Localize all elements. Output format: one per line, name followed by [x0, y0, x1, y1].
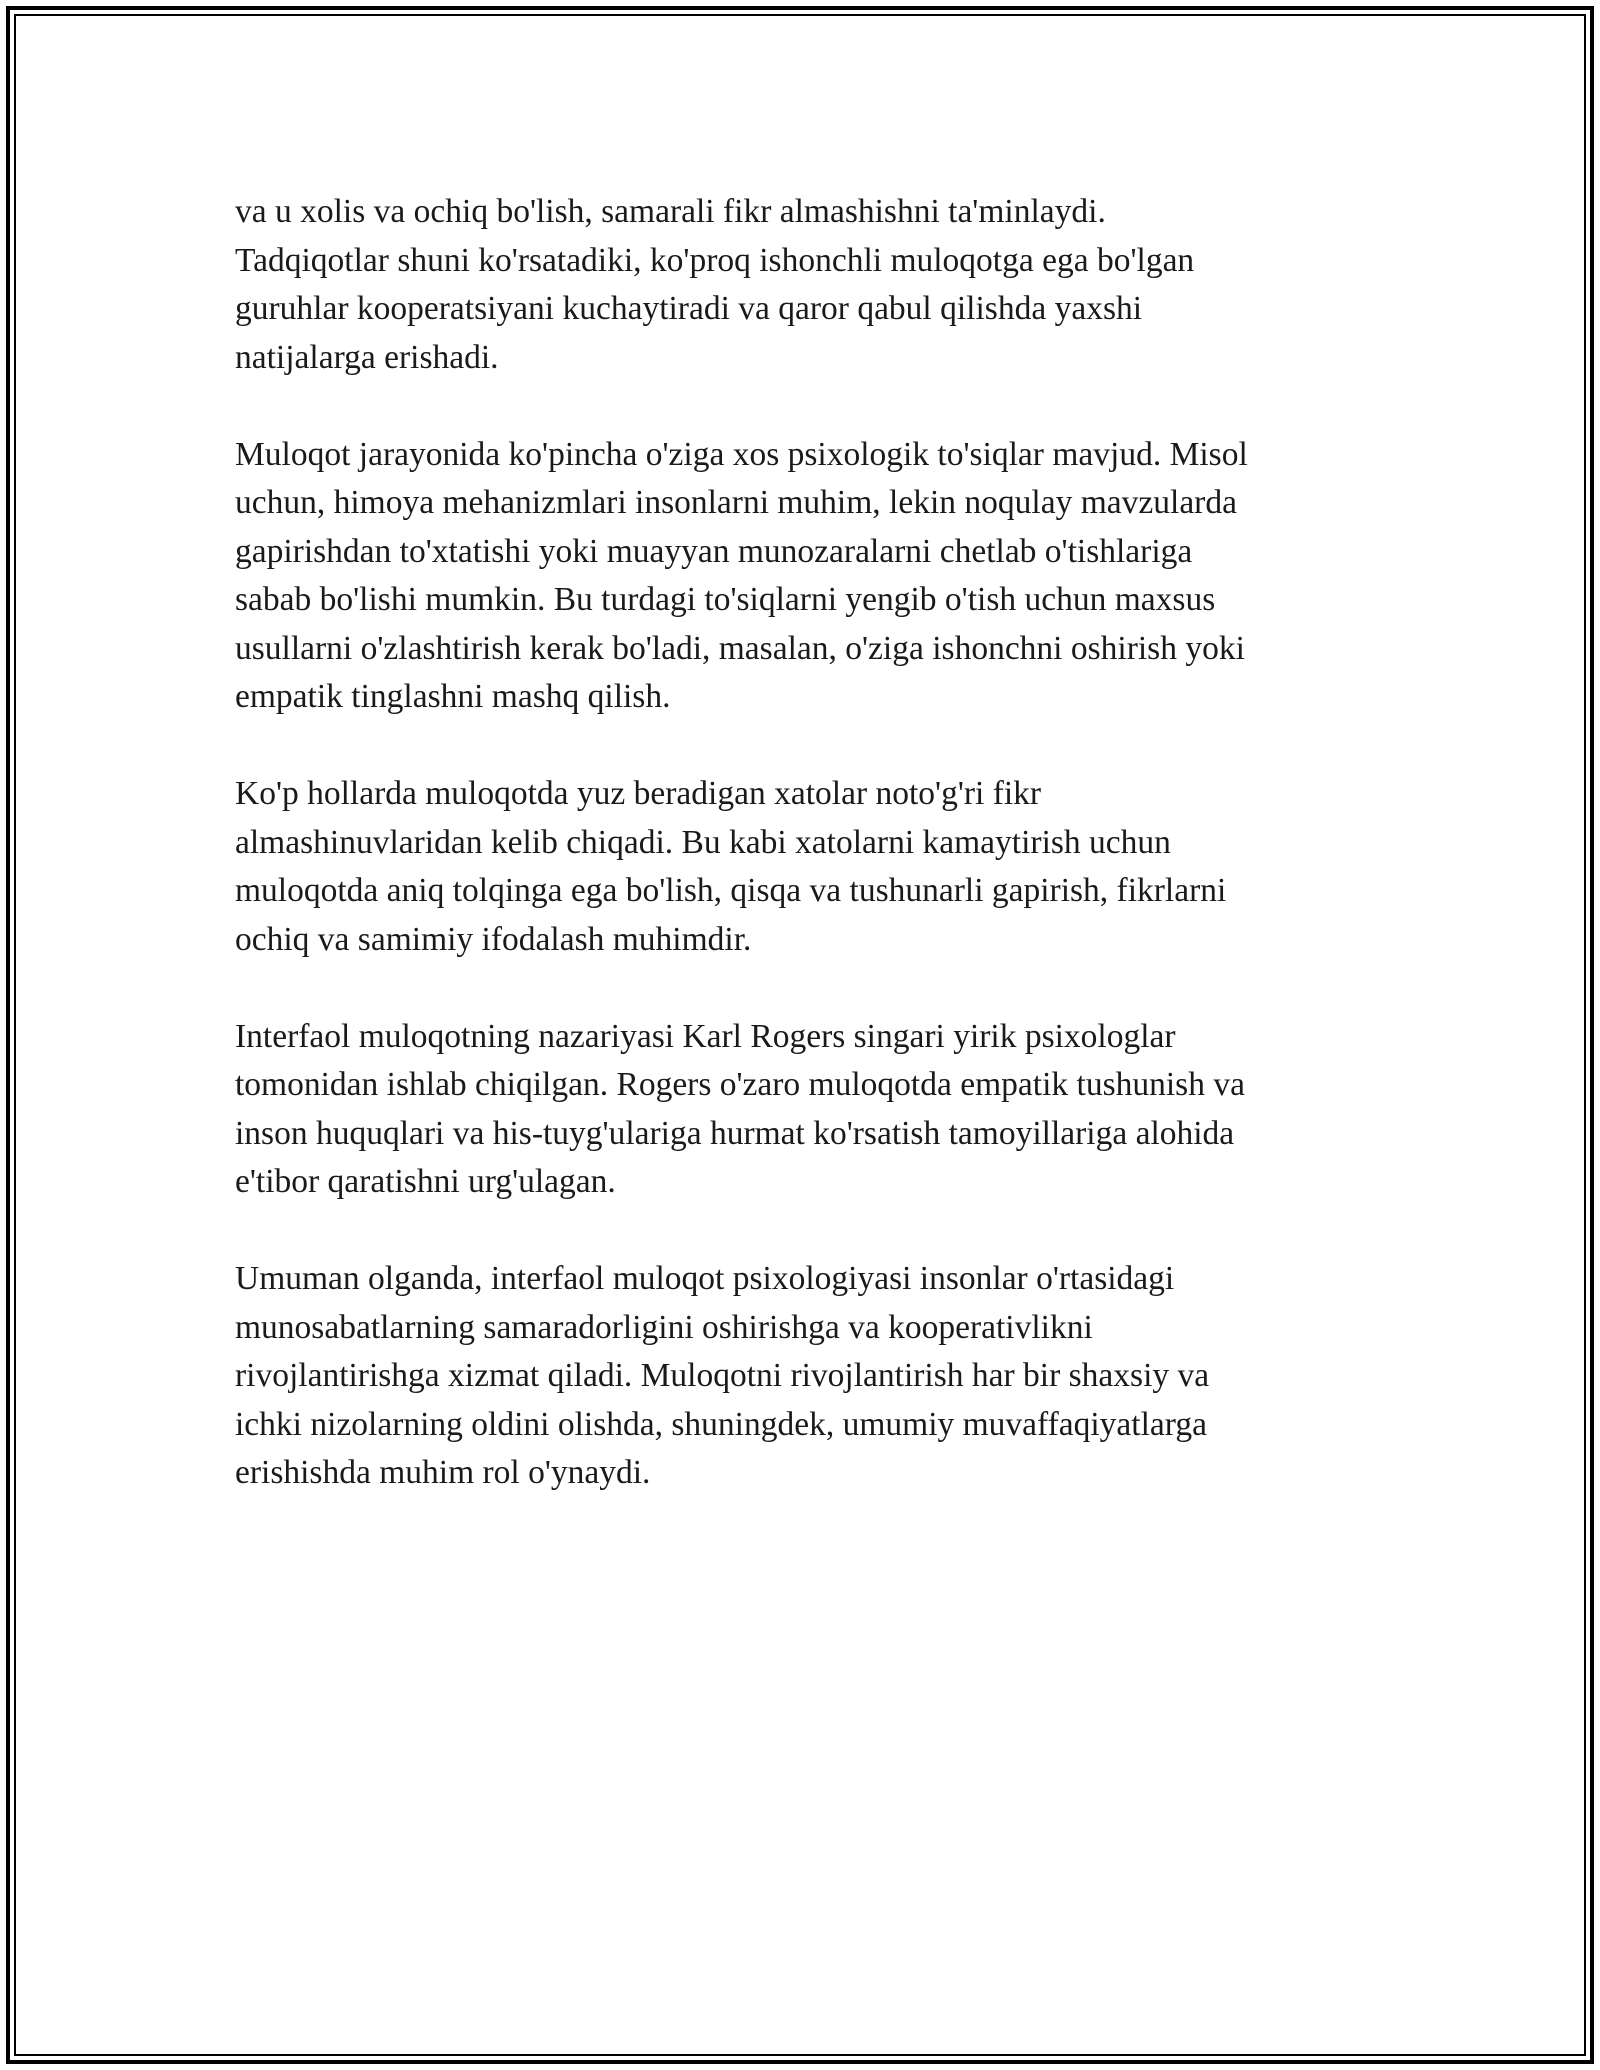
paragraph-2: Muloqot jarayonida ko'pincha o'ziga xos psixologik to'siqlar mavjud. Misol uchun, himoya mehanizmlari insonlarni muhim, lekin noqulay mavzularda gapirishdan to'xtatishi yoki muayyan munozaralarni chetlab o'tishlariga sabab bo'lishi mumkin. Bu turdagi to'siqlarni yengib o'tish uchun maxsus usullarni o'zlashtirish kerak bo'ladi, masalan, o'ziga ishonchni oshirish yoki empatik tinglashni mashq qilish. — [235, 435, 1248, 715]
paragraph-3: Ko'p hollarda muloqotda yuz beradigan xatolar noto'g'ri fikr almashinuvlaridan kelib chiqadi. Bu kabi xatolarni kamaytirish uchun muloqotda aniq tolqinga ega bo'lish, qisqa va tushunarli gapirish, fikrlarni ochiq va samimiy ifodalash muhimdir. — [235, 775, 1227, 958]
paragraph-5: Umuman olganda, interfaol muloqot psixologiyasi insonlar o'rtasidagi munosabatlarning samaradorligini oshirishga va kooperativlikni rivojlantirishga xizmat qiladi. Muloqotni rivojlantirish har bir shaxsiy va ichki nizolarning oldini olishda, shuningdek, umumiy muvaffaqiyatlarga erishishda muhim rol o'ynaydi. — [235, 1260, 1210, 1491]
paragraph-4: Interfaol muloqotning nazariyasi Karl Rogers singari yirik psixologlar tomonidan ishlab chiqilgan. Rogers o'zaro muloqotda empatik tushunish va inson huquqlari va his-tuyg'ulariga hurmat ko'rsatish tamoyillariga alohida e'tibor qaratishni urg'ulagan. — [235, 1017, 1245, 1200]
paragraph-1: va u xolis va ochiq bo'lish, samarali fikr almashishni ta'minlaydi. Tadqiqotlar shuni ko'rsatadiki, ko'proq ishonchli muloqotga ega bo'lgan guruhlar kooperatsiyani kuchaytiradi va qaror qabul qilishda yaxshi natijalarga erishadi. — [235, 193, 1195, 376]
document-body — [235, 188, 1365, 1546]
